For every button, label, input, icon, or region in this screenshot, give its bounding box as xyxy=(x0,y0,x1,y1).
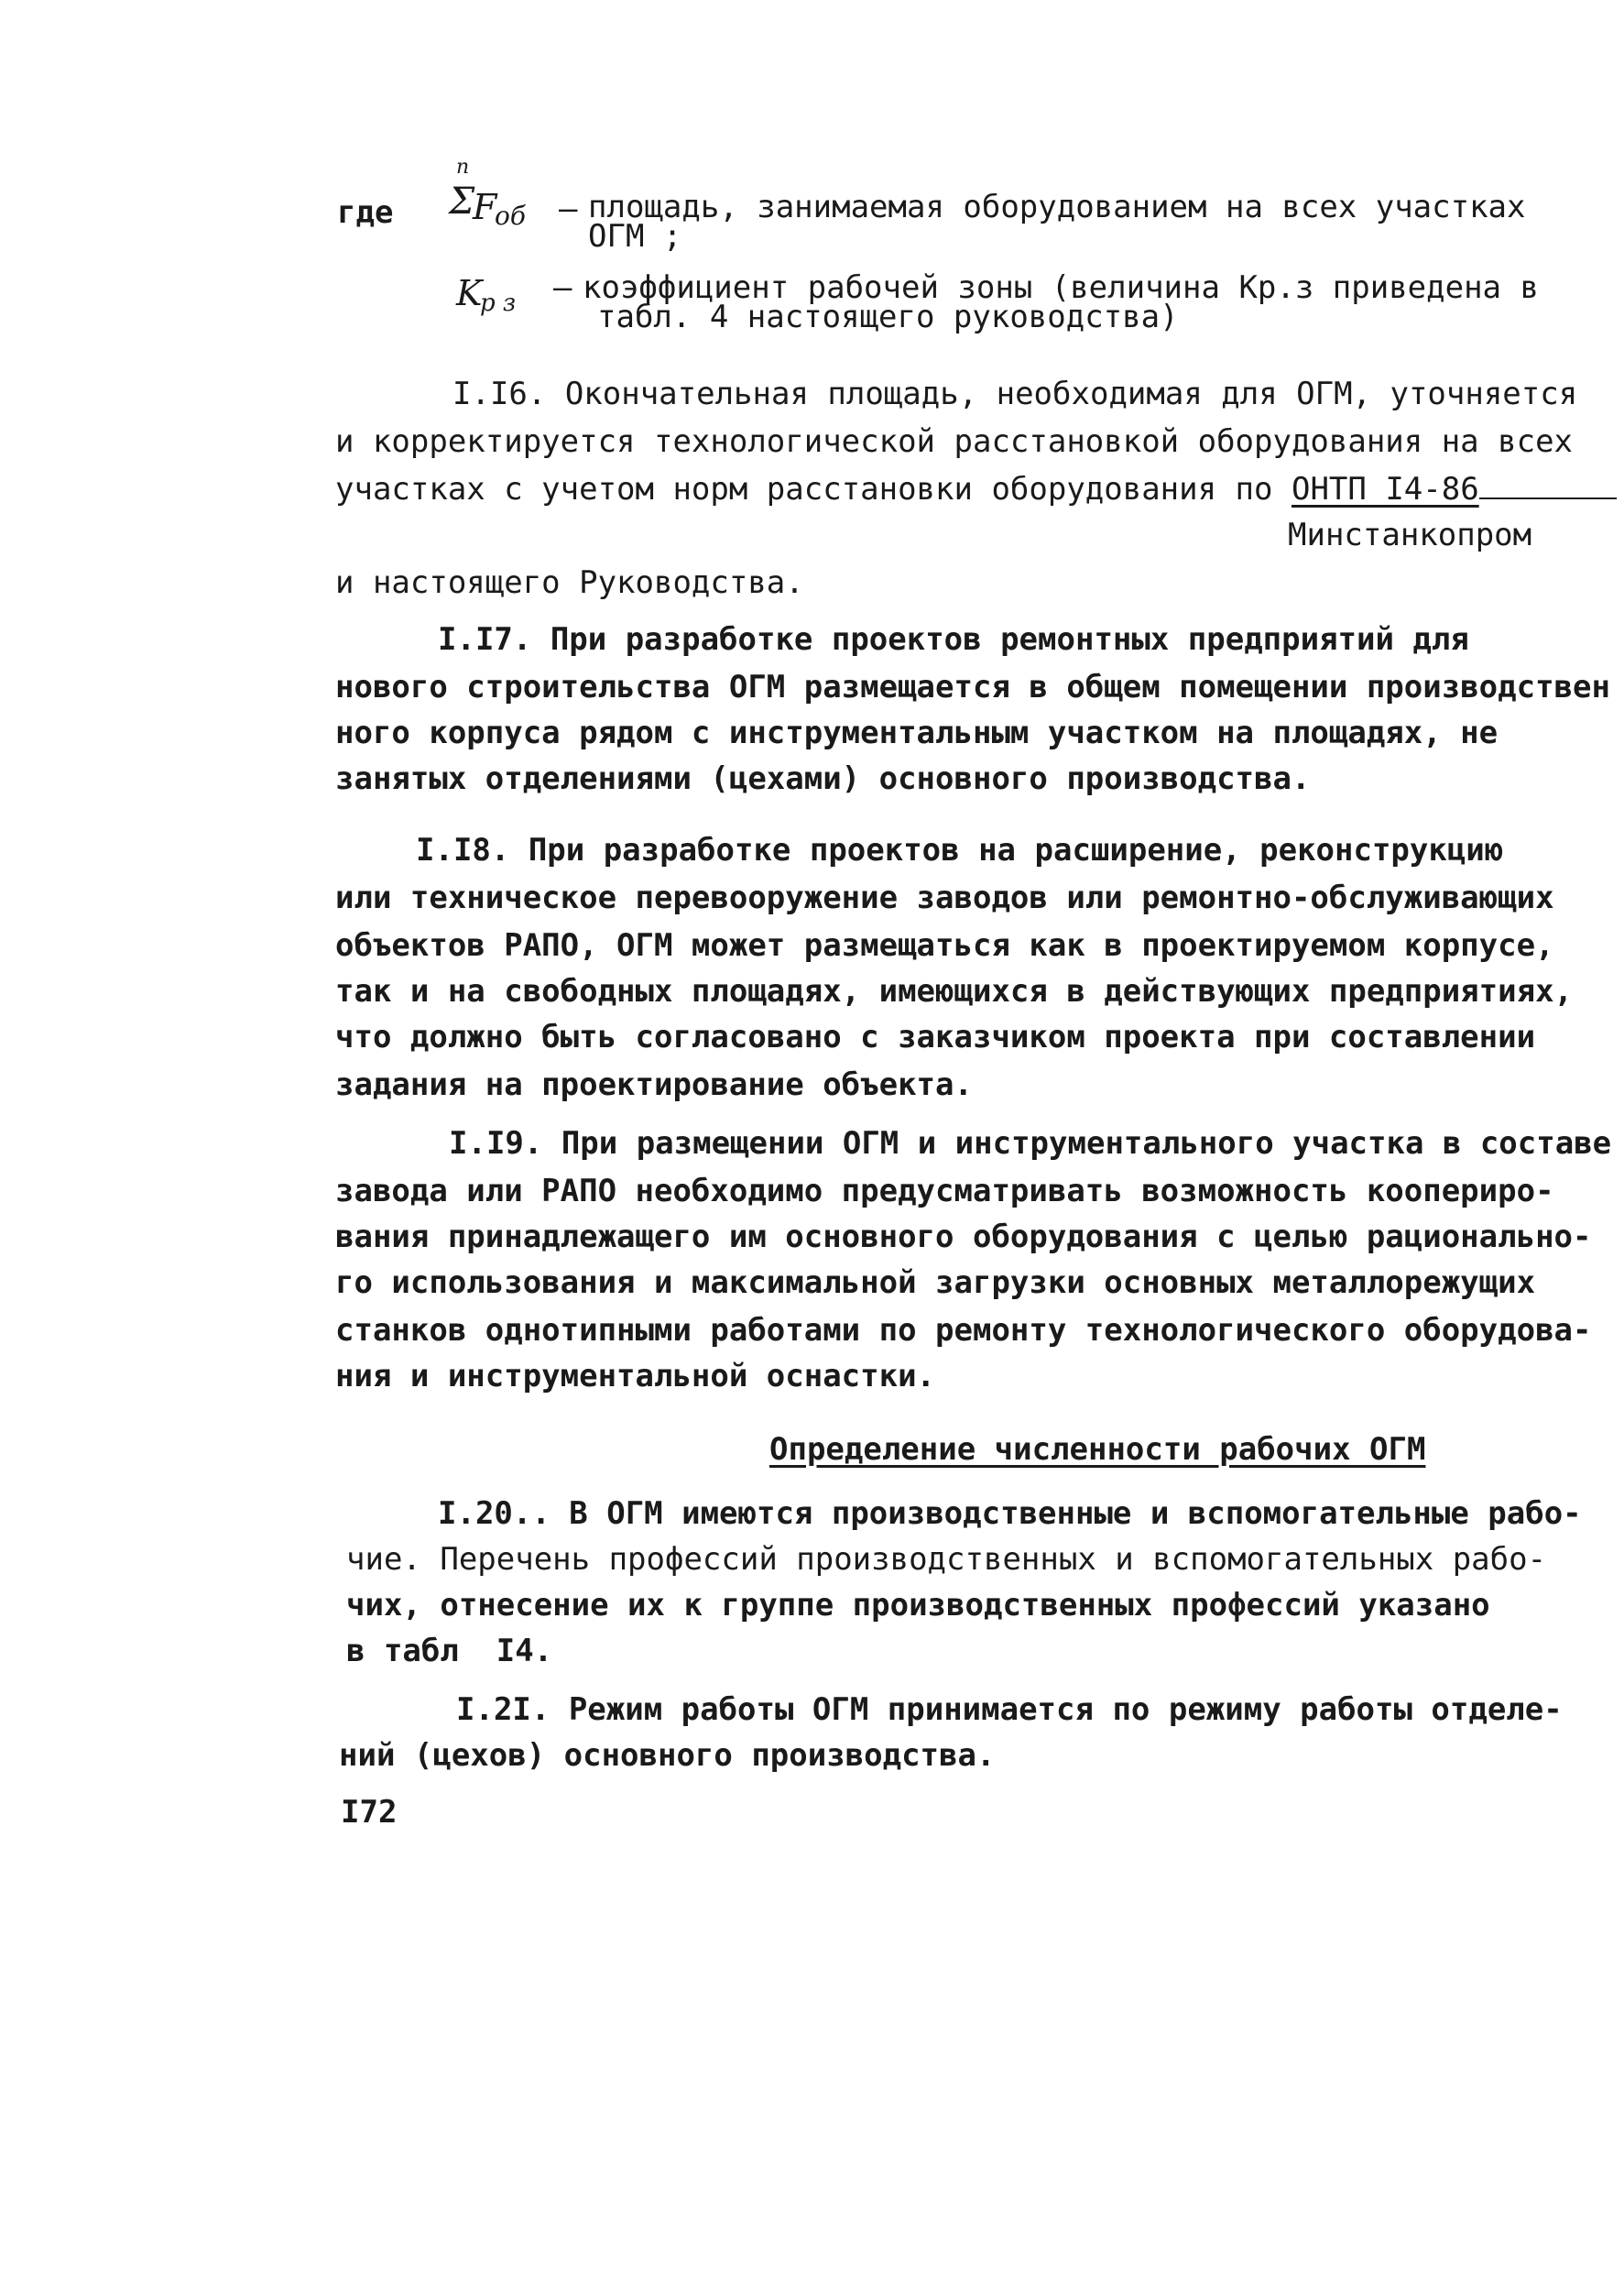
section-heading: Определение численности рабочих ОГМ xyxy=(769,1431,1426,1468)
p116-line-1: I.I6. Окончательная площадь, необходимая для ОГМ, уточняется xyxy=(452,376,1578,412)
definition-2-line-1: коэффициент рабочей зоны (величина Кр.з приведена в xyxy=(583,269,1539,306)
p116-line-3 xyxy=(335,471,1617,508)
definition-1-line-2: ОГМ ; xyxy=(588,218,682,255)
definition-1-line-1: площадь, занимаемая оборудованием на всех участках xyxy=(588,189,1526,225)
sigma-upper-limit: n xyxy=(456,156,470,179)
sigma-symbol: Σ xyxy=(449,180,475,223)
p121-line-1: I.2I. Режим работы ОГМ принимается по режиму работы отделе- xyxy=(456,1691,1563,1728)
f-symbol: F xyxy=(473,187,497,227)
p119-line-5: станков однотипными работами по ремонту технологического оборудова- xyxy=(335,1312,1592,1349)
where-word: где xyxy=(337,194,394,231)
standard-reference: ОНТП I4-86 xyxy=(1291,471,1479,508)
k-symbol-subscript: р з xyxy=(480,290,517,317)
p117-line-1: I.I7. При разработке проектов ремонтных предприятий для xyxy=(438,621,1469,658)
p120-line-1: I.20.. В ОГМ имеются производственные и вспомогательные рабо- xyxy=(438,1495,1582,1532)
p119-line-2: завода или РАПО необходимо предусматривать возможность коопериро- xyxy=(335,1173,1554,1209)
p117-line-4: занятых отделениями (цехами) основного производства. xyxy=(335,760,1311,797)
p118-line-5: что должно быть согласовано с заказчиком проекта при составлении xyxy=(335,1019,1536,1055)
p119-line-6: ния и инструментальной оснастки. xyxy=(335,1358,936,1394)
p120-line-2: чие. Перечень профессий производственных и вспомогательных рабо- xyxy=(346,1541,1547,1578)
p120-line-3: чих, отнесение их к группе производственных профессий указано xyxy=(346,1587,1490,1624)
p117-line-2: нового строительства ОГМ размещается в общем помещении производствен xyxy=(335,669,1610,705)
p118-line-3: объектов РАПО, ОГМ может размещаться как в проектируемом корпусе, xyxy=(335,927,1554,964)
f-symbol-subscript: об xyxy=(495,201,526,231)
page-number: I72 xyxy=(341,1794,398,1831)
dash-2: – xyxy=(553,269,572,306)
k-symbol: K xyxy=(456,273,483,313)
p117-line-3: ного корпуса рядом с инструментальным участком на площадях, не xyxy=(335,715,1499,751)
p116-line-4: Минстанкопром xyxy=(1288,517,1532,553)
reference-underline-tail xyxy=(1479,477,1617,499)
p116-line-2: и корректируется технологической расстановкой оборудования на всех xyxy=(335,423,1574,460)
p119-line-3: вания принадлежащего им основного оборудования с целью рационально- xyxy=(335,1219,1592,1255)
p119-line-1: I.I9. При размещении ОГМ и инструментального участка в составе xyxy=(449,1125,1612,1162)
dash: – xyxy=(559,191,578,227)
p121-line-2: ний (цехов) основного производства. xyxy=(339,1737,996,1774)
p118-line-1: I.I8. При разработке проектов на расширение, реконструкцию xyxy=(416,832,1504,869)
definition-2-line-2: табл. 4 настоящего руководства) xyxy=(597,299,1179,335)
p118-line-4: так и на свободных площадях, имеющихся в действующих предприятиях, xyxy=(335,973,1574,1010)
p118-line-2: или техническое перевооружение заводов или ремонтно-обслуживающих xyxy=(335,880,1554,916)
p116-line-3-text: участках с учетом норм расстановки оборудования по xyxy=(335,471,1292,508)
p116-line-5: и настоящего Руководства. xyxy=(335,564,804,601)
p118-line-6: задания на проектирование объекта. xyxy=(335,1066,973,1103)
p119-line-4: го использования и максимальной загрузки основных металлорежущих xyxy=(335,1264,1536,1301)
p120-line-4: в табл I4. xyxy=(346,1633,553,1669)
